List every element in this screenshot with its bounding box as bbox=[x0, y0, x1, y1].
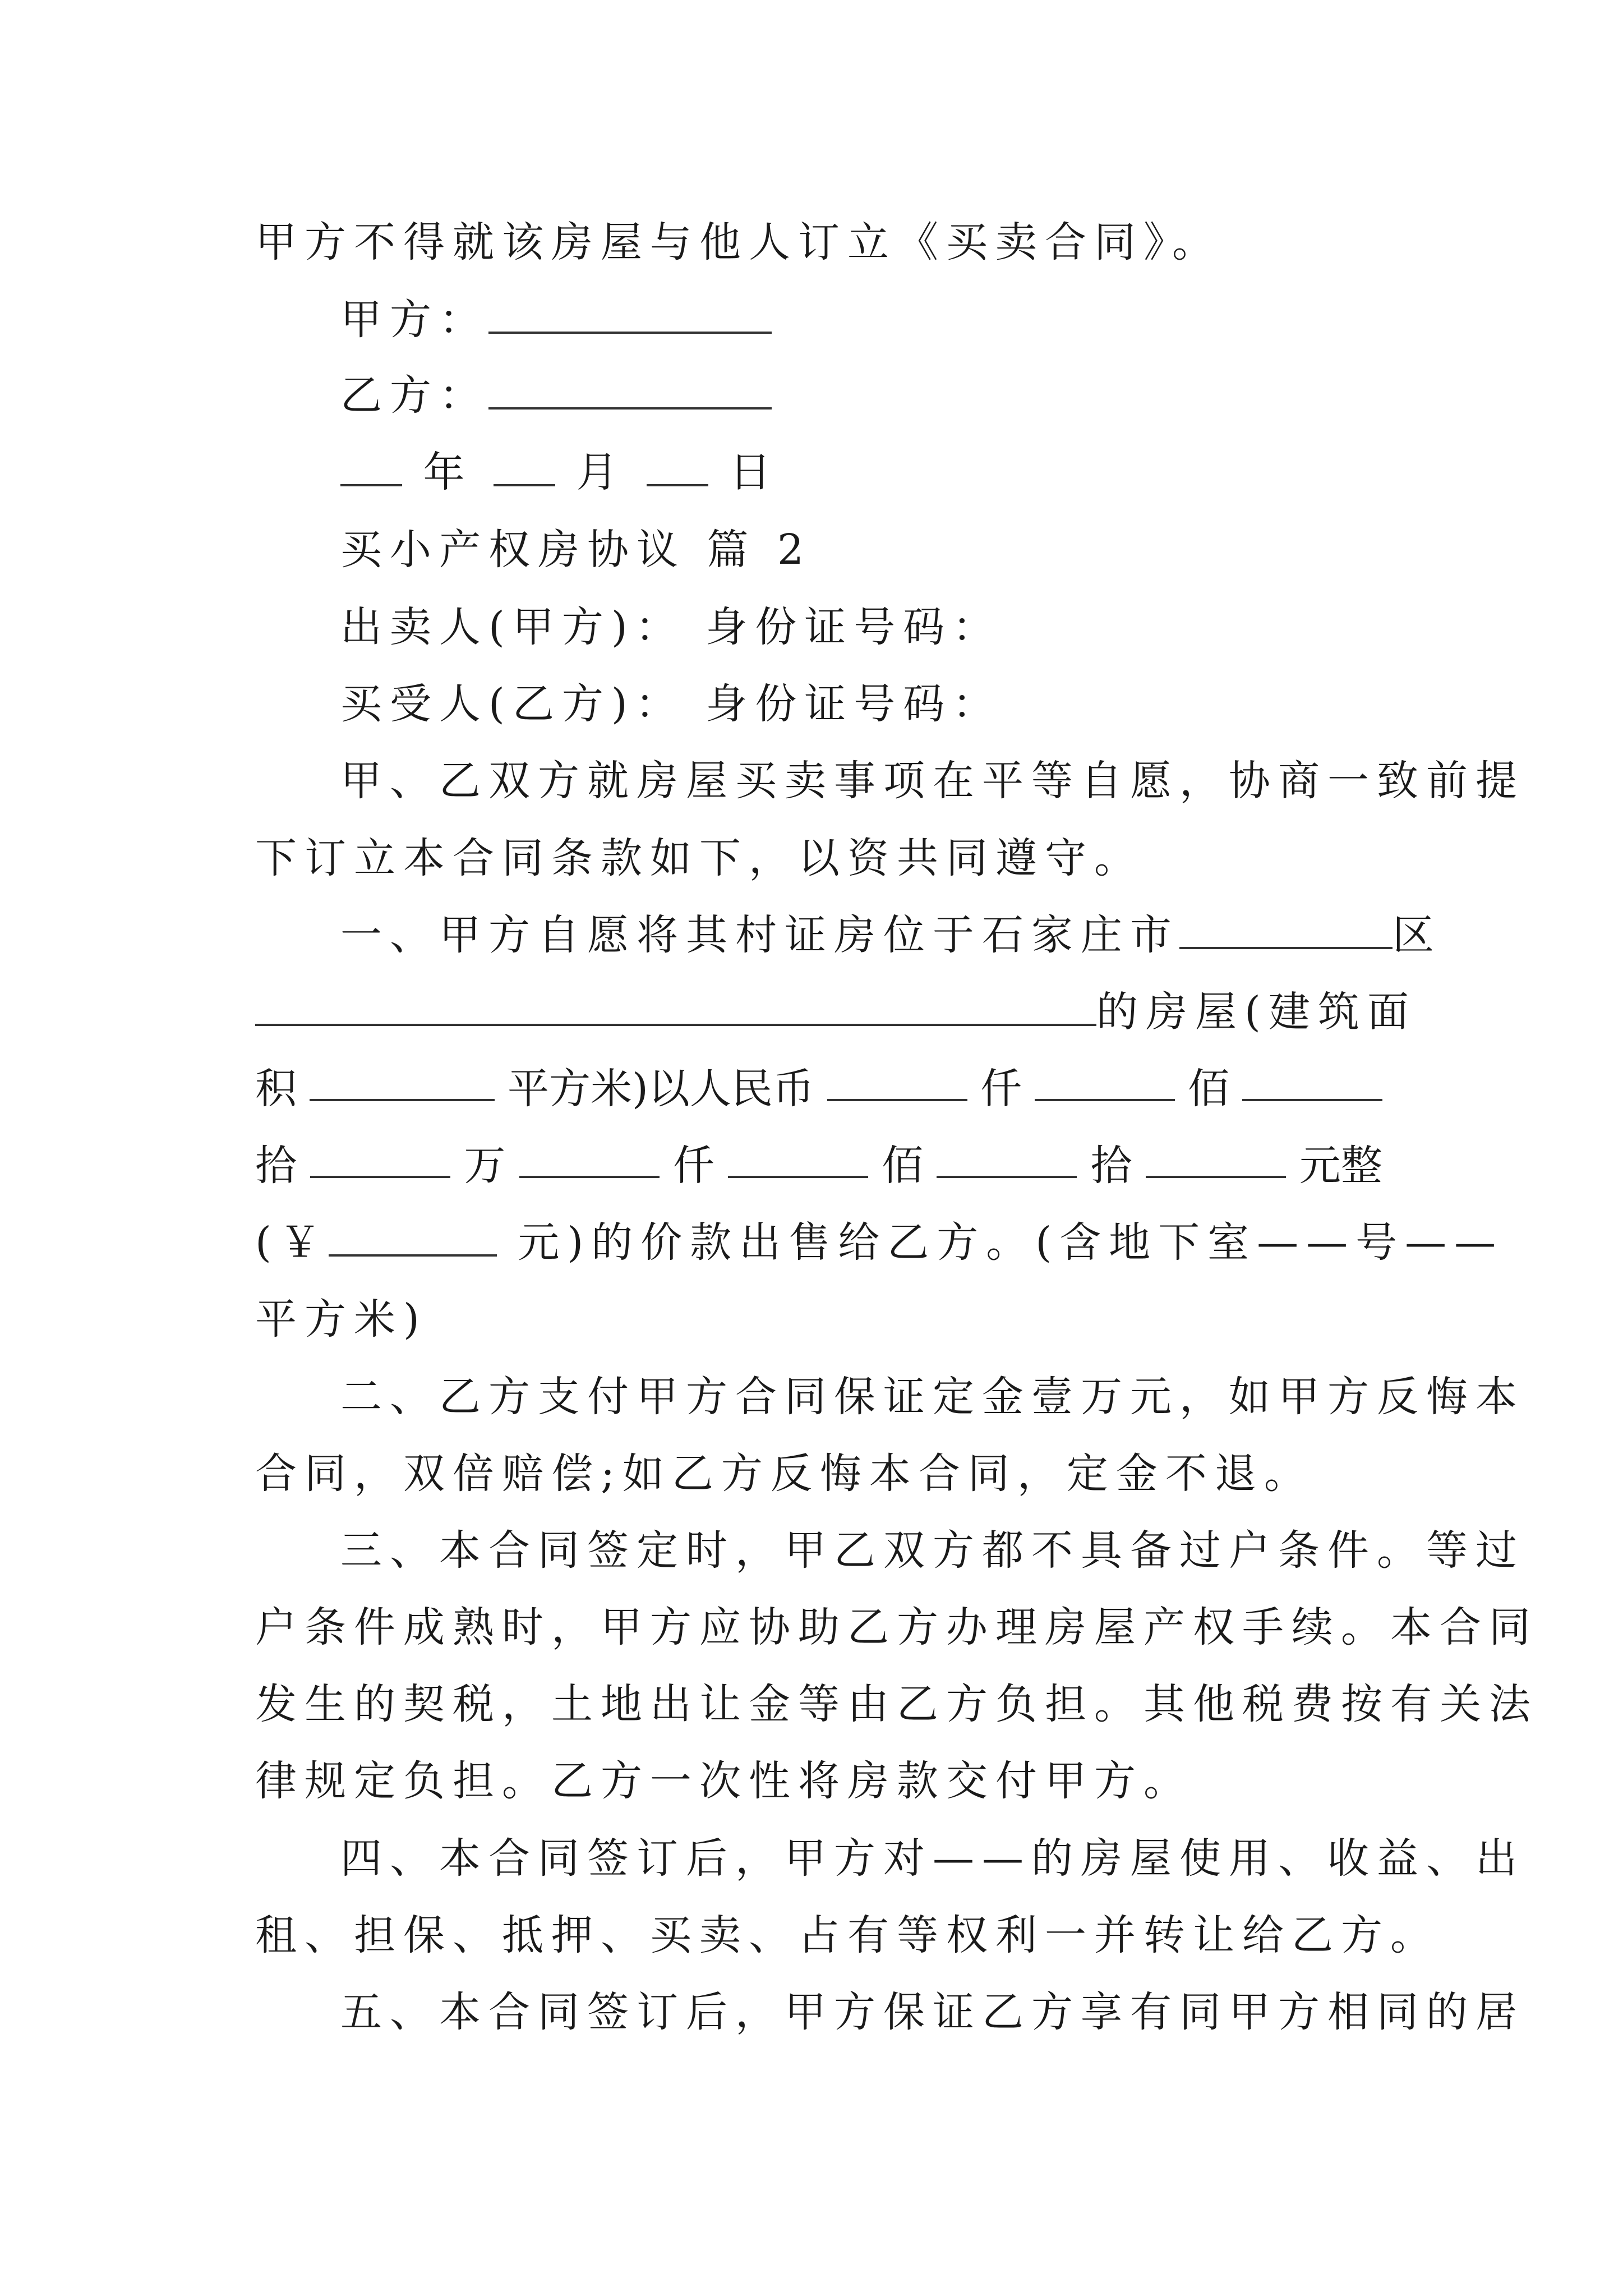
amount-blank[interactable] bbox=[1035, 1055, 1175, 1101]
text-span: 平方米)以人民币 bbox=[508, 1065, 814, 1113]
party-b-label: 乙方： bbox=[340, 371, 488, 420]
day-blank[interactable] bbox=[647, 440, 708, 486]
amount-blank[interactable] bbox=[937, 1132, 1077, 1178]
amount-blank[interactable] bbox=[519, 1132, 660, 1178]
text-span: 拾 bbox=[255, 1142, 297, 1190]
amount-blank[interactable] bbox=[1242, 1055, 1382, 1101]
party-a-signature-line bbox=[340, 286, 772, 353]
text-line: 平方米) bbox=[255, 1295, 427, 1343]
buyer-line: 买受人(乙方)： 身份证号码： bbox=[340, 680, 1002, 728]
section-heading: 买小产权房协议 篇 2 bbox=[340, 526, 812, 574]
yuan-blank[interactable] bbox=[329, 1211, 497, 1257]
party-a-blank[interactable] bbox=[488, 288, 772, 334]
clause-1-line bbox=[255, 978, 1417, 1046]
text-line: 四、本合同签订后，甲方对——的房屋使用、收益、出 bbox=[340, 1834, 1525, 1883]
text-span: 佰 bbox=[882, 1142, 924, 1190]
day-label: 日 bbox=[729, 448, 779, 496]
text-span: 一、甲方自愿将其村证房位于石家庄市 bbox=[340, 911, 1179, 959]
text-line: 五、本合同签订后，甲方保证乙方享有同甲方相同的居 bbox=[340, 1988, 1525, 2036]
text-line: 下订立本合同条款如下，以资共同遵守。 bbox=[255, 834, 1144, 882]
text-span: 元整 bbox=[1299, 1142, 1382, 1190]
amount-blank[interactable] bbox=[1146, 1132, 1286, 1178]
text-line: 甲方不得就该房屋与他人订立《买卖合同》。 bbox=[255, 218, 1221, 266]
text-span: 仟 bbox=[980, 1065, 1022, 1113]
year-blank[interactable] bbox=[340, 440, 402, 486]
year-label: 年 bbox=[423, 448, 473, 496]
district-blank[interactable] bbox=[1179, 903, 1393, 949]
text-line: 合同，双倍赔偿;如乙方反悔本合同，定金不退。 bbox=[255, 1450, 1313, 1498]
text-line: 二、乙方支付甲方合同保证定金壹万元，如甲方反悔本 bbox=[340, 1373, 1525, 1421]
month-blank[interactable] bbox=[494, 440, 555, 486]
amount-blank[interactable] bbox=[310, 1132, 450, 1178]
text-line: 户条件成熟时，甲方应协助乙方办理房屋产权手续。本合同 bbox=[255, 1603, 1538, 1651]
text-span: 佰 bbox=[1187, 1065, 1229, 1113]
address-blank[interactable] bbox=[255, 980, 1096, 1026]
clause-1-line bbox=[255, 1055, 1382, 1122]
party-a-label: 甲方： bbox=[340, 296, 488, 344]
text-span: 积 bbox=[255, 1065, 297, 1113]
clause-1-line bbox=[340, 901, 1442, 969]
text-line: 租、担保、抵押、买卖、占有等权利一并转让给乙方。 bbox=[255, 1911, 1440, 1959]
date-line bbox=[340, 439, 779, 506]
text-span: (￥ bbox=[255, 1218, 329, 1267]
area-blank[interactable] bbox=[310, 1055, 495, 1101]
text-line: 甲、乙双方就房屋买卖事项在平等自愿，协商一致前提 bbox=[340, 757, 1525, 805]
text-line: 律规定负担。乙方一次性将房款交付甲方。 bbox=[255, 1757, 1193, 1805]
clause-1-line bbox=[255, 1209, 1504, 1276]
text-span: 区 bbox=[1393, 911, 1442, 959]
text-line: 三、本合同签定时，甲乙双方都不具备过户条件。等过 bbox=[340, 1526, 1525, 1575]
text-span: 元)的价款出售给乙方。(含地下室——号—— bbox=[518, 1218, 1504, 1267]
seller-line: 出卖人(甲方)： 身份证号码： bbox=[340, 603, 1002, 651]
month-label: 月 bbox=[576, 448, 626, 496]
party-b-signature-line bbox=[340, 362, 772, 429]
text-line: 发生的契税，土地出让金等由乙方负担。其他税费按有关法 bbox=[255, 1680, 1538, 1728]
amount-blank[interactable] bbox=[728, 1132, 868, 1178]
text-span: 仟 bbox=[672, 1142, 714, 1190]
text-span: 的房屋(建筑面 bbox=[1096, 988, 1417, 1036]
party-b-blank[interactable] bbox=[488, 364, 772, 409]
clause-1-line bbox=[255, 1132, 1382, 1199]
text-span: 万 bbox=[464, 1142, 506, 1190]
text-span: 拾 bbox=[1090, 1142, 1132, 1190]
amount-blank[interactable] bbox=[827, 1055, 967, 1101]
